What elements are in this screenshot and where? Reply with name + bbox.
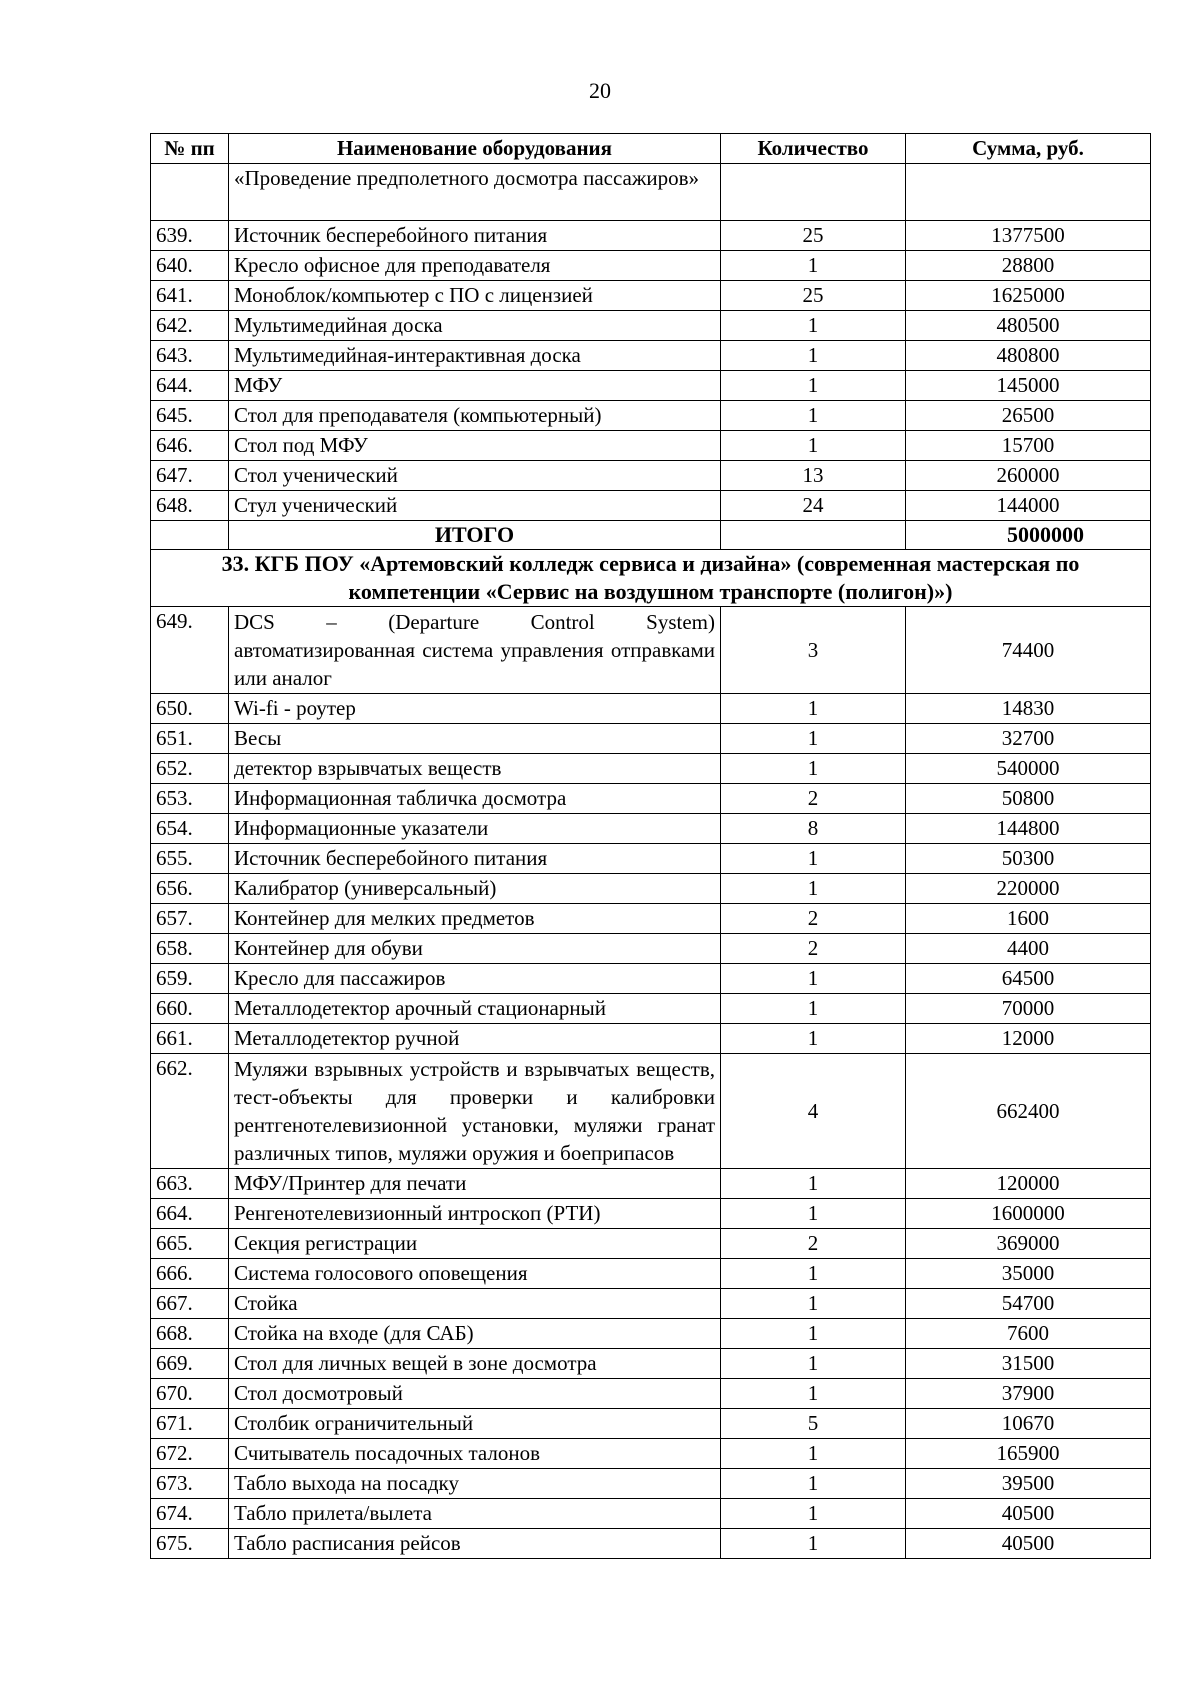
total-num-cell <box>151 521 229 550</box>
row-num: 673. <box>151 1469 229 1499</box>
row-qty: 2 <box>721 934 906 964</box>
row-name: МФУ <box>229 371 721 401</box>
row-sum <box>906 164 1151 221</box>
row-name: Металлодетектор арочный стационарный <box>229 994 721 1024</box>
row-sum: 40500 <box>906 1499 1151 1529</box>
table-row <box>151 1024 1151 1054</box>
row-sum: 10670 <box>906 1409 1151 1439</box>
row-qty: 1 <box>721 1529 906 1559</box>
row-qty: 25 <box>721 281 906 311</box>
table-row <box>151 1439 1151 1469</box>
table-row <box>151 1259 1151 1289</box>
row-num: 647. <box>151 461 229 491</box>
row-qty: 1 <box>721 1259 906 1289</box>
row-qty: 24 <box>721 491 906 521</box>
row-num: 640. <box>151 251 229 281</box>
row-sum: 1600 <box>906 904 1151 934</box>
row-name: Табло расписания рейсов <box>229 1529 721 1559</box>
table-row <box>151 1169 1151 1199</box>
row-num: 660. <box>151 994 229 1024</box>
row-num: 648. <box>151 491 229 521</box>
row-qty: 1 <box>721 1169 906 1199</box>
row-qty: 1 <box>721 754 906 784</box>
row-sum: 26500 <box>906 401 1151 431</box>
row-sum: 369000 <box>906 1229 1151 1259</box>
table-row <box>151 1054 1151 1169</box>
row-sum: 1377500 <box>906 221 1151 251</box>
row-qty: 1 <box>721 724 906 754</box>
row-qty: 13 <box>721 461 906 491</box>
table-row <box>151 281 1151 311</box>
row-sum: 480500 <box>906 311 1151 341</box>
table-row <box>151 401 1151 431</box>
total-row <box>151 521 1151 550</box>
row-name: Кресло офисное для преподавателя <box>229 251 721 281</box>
row-sum: 1600000 <box>906 1199 1151 1229</box>
table-row <box>151 1379 1151 1409</box>
row-sum: 144800 <box>906 814 1151 844</box>
header-qty: Количество <box>721 134 906 164</box>
row-sum: 144000 <box>906 491 1151 521</box>
table-row <box>151 964 1151 994</box>
row-num: 662. <box>151 1054 229 1169</box>
row-sum: 32700 <box>906 724 1151 754</box>
row-sum: 4400 <box>906 934 1151 964</box>
header-sum: Сумма, руб. <box>906 134 1151 164</box>
row-name: Табло прилета/вылета <box>229 1499 721 1529</box>
row-name: Ренгенотелевизионный интроскоп (РТИ) <box>229 1199 721 1229</box>
table-row <box>151 874 1151 904</box>
row-name: Секция регистрации <box>229 1229 721 1259</box>
row-num: 663. <box>151 1169 229 1199</box>
row-num: 655. <box>151 844 229 874</box>
row-sum: 220000 <box>906 874 1151 904</box>
row-name: Стойка на входе (для САБ) <box>229 1319 721 1349</box>
row-name: Муляжи взрывных устройств и взрывчатых веществ, тест-объекты для проверки и калибровки рентгенотелевизионной установки, муляжи гранат различных типов, муляжи оружия и боеприпасов <box>229 1054 721 1169</box>
row-name: Источник бесперебойного питания <box>229 221 721 251</box>
row-name: Контейнер для обуви <box>229 934 721 964</box>
row-qty: 1 <box>721 311 906 341</box>
row-sum: 260000 <box>906 461 1151 491</box>
row-sum: 35000 <box>906 1259 1151 1289</box>
table-row <box>151 1319 1151 1349</box>
table-row <box>151 754 1151 784</box>
row-qty: 8 <box>721 814 906 844</box>
row-name: DCS – (Departure Control System) автоматизированная система управления отправками или аналог <box>229 607 721 694</box>
row-qty: 1 <box>721 1199 906 1229</box>
table-row <box>151 221 1151 251</box>
row-num: 671. <box>151 1409 229 1439</box>
row-name: Стол досмотровый <box>229 1379 721 1409</box>
total-sum: 5000000 <box>906 521 1151 550</box>
table-row <box>151 934 1151 964</box>
row-name: Мультимедийная-интерактивная доска <box>229 341 721 371</box>
row-num: 669. <box>151 1349 229 1379</box>
row-name: Металлодетектор ручной <box>229 1024 721 1054</box>
equipment-table <box>150 133 1151 1559</box>
row-qty: 2 <box>721 784 906 814</box>
row-num: 672. <box>151 1439 229 1469</box>
row-name: Считыватель посадочных талонов <box>229 1439 721 1469</box>
row-sum: 662400 <box>906 1054 1151 1169</box>
row-name: Мультимедийная доска <box>229 311 721 341</box>
table-row <box>151 1289 1151 1319</box>
row-name: Стул ученический <box>229 491 721 521</box>
continued-row <box>151 164 1151 221</box>
row-sum: 480800 <box>906 341 1151 371</box>
row-num: 667. <box>151 1289 229 1319</box>
row-num: 654. <box>151 814 229 844</box>
row-num: 674. <box>151 1499 229 1529</box>
table-row <box>151 251 1151 281</box>
row-sum: 31500 <box>906 1349 1151 1379</box>
row-sum: 37900 <box>906 1379 1151 1409</box>
section-row <box>151 550 1151 607</box>
row-qty: 1 <box>721 1469 906 1499</box>
row-sum: 145000 <box>906 371 1151 401</box>
table-row <box>151 1229 1151 1259</box>
row-num: 675. <box>151 1529 229 1559</box>
table-row <box>151 371 1151 401</box>
row-name: детектор взрывчатых веществ <box>229 754 721 784</box>
row-qty: 1 <box>721 1499 906 1529</box>
row-qty: 1 <box>721 694 906 724</box>
row-name: Источник бесперебойного питания <box>229 844 721 874</box>
table-row <box>151 904 1151 934</box>
row-name: Весы <box>229 724 721 754</box>
row-num: 664. <box>151 1199 229 1229</box>
row-name: Контейнер для мелких предметов <box>229 904 721 934</box>
table-row <box>151 1409 1151 1439</box>
table-row <box>151 341 1151 371</box>
row-name: Система голосового оповещения <box>229 1259 721 1289</box>
row-qty: 1 <box>721 844 906 874</box>
page-number: 20 <box>589 78 611 103</box>
row-qty: 1 <box>721 1379 906 1409</box>
row-name: Калибратор (универсальный) <box>229 874 721 904</box>
table-row <box>151 491 1151 521</box>
row-qty: 1 <box>721 1319 906 1349</box>
row-num: 665. <box>151 1229 229 1259</box>
row-name: Столбик ограничительный <box>229 1409 721 1439</box>
row-num: 653. <box>151 784 229 814</box>
row-qty: 1 <box>721 1349 906 1379</box>
row-num: 661. <box>151 1024 229 1054</box>
row-name: Стойка <box>229 1289 721 1319</box>
header-num: № пп <box>151 134 229 164</box>
row-qty: 2 <box>721 1229 906 1259</box>
row-name: Стол под МФУ <box>229 431 721 461</box>
table-row <box>151 814 1151 844</box>
row-num: 652. <box>151 754 229 784</box>
row-name: Информационная табличка досмотра <box>229 784 721 814</box>
table-header-row <box>151 134 1151 164</box>
row-qty: 1 <box>721 431 906 461</box>
row-qty <box>721 164 906 221</box>
table-row <box>151 844 1151 874</box>
row-sum: 40500 <box>906 1529 1151 1559</box>
row-qty: 1 <box>721 1024 906 1054</box>
row-num: 651. <box>151 724 229 754</box>
row-name: Табло выхода на посадку <box>229 1469 721 1499</box>
row-num: 646. <box>151 431 229 461</box>
table-row <box>151 431 1151 461</box>
table-row <box>151 784 1151 814</box>
row-num: 668. <box>151 1319 229 1349</box>
row-num: 650. <box>151 694 229 724</box>
row-sum: 50300 <box>906 844 1151 874</box>
row-sum: 15700 <box>906 431 1151 461</box>
row-sum: 50800 <box>906 784 1151 814</box>
row-sum: 28800 <box>906 251 1151 281</box>
row-sum: 39500 <box>906 1469 1151 1499</box>
row-qty: 2 <box>721 904 906 934</box>
row-sum: 165900 <box>906 1439 1151 1469</box>
row-sum: 64500 <box>906 964 1151 994</box>
row-name: Кресло для пассажиров <box>229 964 721 994</box>
row-name: Стол для преподавателя (компьютерный) <box>229 401 721 431</box>
row-name: Wi-fi - роутер <box>229 694 721 724</box>
row-num: 659. <box>151 964 229 994</box>
table-row <box>151 694 1151 724</box>
row-num: 644. <box>151 371 229 401</box>
row-qty: 4 <box>721 1054 906 1169</box>
row-name: МФУ/Принтер для печати <box>229 1169 721 1199</box>
table-row <box>151 724 1151 754</box>
table-row <box>151 1199 1151 1229</box>
table-row <box>151 1349 1151 1379</box>
row-name: Стол для личных вещей в зоне досмотра <box>229 1349 721 1379</box>
row-qty: 1 <box>721 994 906 1024</box>
row-num: 658. <box>151 934 229 964</box>
row-num: 645. <box>151 401 229 431</box>
row-sum: 540000 <box>906 754 1151 784</box>
table-row <box>151 1469 1151 1499</box>
table-row <box>151 461 1151 491</box>
row-sum: 120000 <box>906 1169 1151 1199</box>
total-label: ИТОГО <box>229 521 721 550</box>
row-qty: 1 <box>721 341 906 371</box>
continued-name: «Проведение предполетного досмотра пассажиров» <box>229 164 721 221</box>
row-qty: 25 <box>721 221 906 251</box>
row-sum: 70000 <box>906 994 1151 1024</box>
row-name: Моноблок/компьютер с ПО с лицензией <box>229 281 721 311</box>
row-qty: 1 <box>721 251 906 281</box>
row-qty: 1 <box>721 964 906 994</box>
row-name: Стол ученический <box>229 461 721 491</box>
row-num: 656. <box>151 874 229 904</box>
row-num: 641. <box>151 281 229 311</box>
row-num: 642. <box>151 311 229 341</box>
row-qty: 5 <box>721 1409 906 1439</box>
row-sum: 7600 <box>906 1319 1151 1349</box>
row-sum: 1625000 <box>906 281 1151 311</box>
section-title: 33. КГБ ПОУ «Артемовский колледж сервиса и дизайна» (современная мастерская по компетенции «Сервис на воздушном транспорте (полигон)») <box>151 550 1151 607</box>
row-sum: 74400 <box>906 607 1151 694</box>
row-sum: 14830 <box>906 694 1151 724</box>
total-qty-cell <box>721 521 906 550</box>
row-num: 670. <box>151 1379 229 1409</box>
row-qty: 3 <box>721 607 906 694</box>
row-qty: 1 <box>721 1439 906 1469</box>
table-row <box>151 311 1151 341</box>
row-qty: 1 <box>721 874 906 904</box>
row-qty: 1 <box>721 371 906 401</box>
row-name: Информационные указатели <box>229 814 721 844</box>
row-num: 657. <box>151 904 229 934</box>
table-row <box>151 1499 1151 1529</box>
table-row <box>151 607 1151 694</box>
row-qty: 1 <box>721 1289 906 1319</box>
row-num: 649. <box>151 607 229 694</box>
row-num: 643. <box>151 341 229 371</box>
table-row <box>151 994 1151 1024</box>
row-sum: 54700 <box>906 1289 1151 1319</box>
row-sum: 12000 <box>906 1024 1151 1054</box>
row-num: 666. <box>151 1259 229 1289</box>
row-num <box>151 164 229 221</box>
header-name: Наименование оборудования <box>229 134 721 164</box>
row-qty: 1 <box>721 401 906 431</box>
table-row <box>151 1529 1151 1559</box>
row-num: 639. <box>151 221 229 251</box>
